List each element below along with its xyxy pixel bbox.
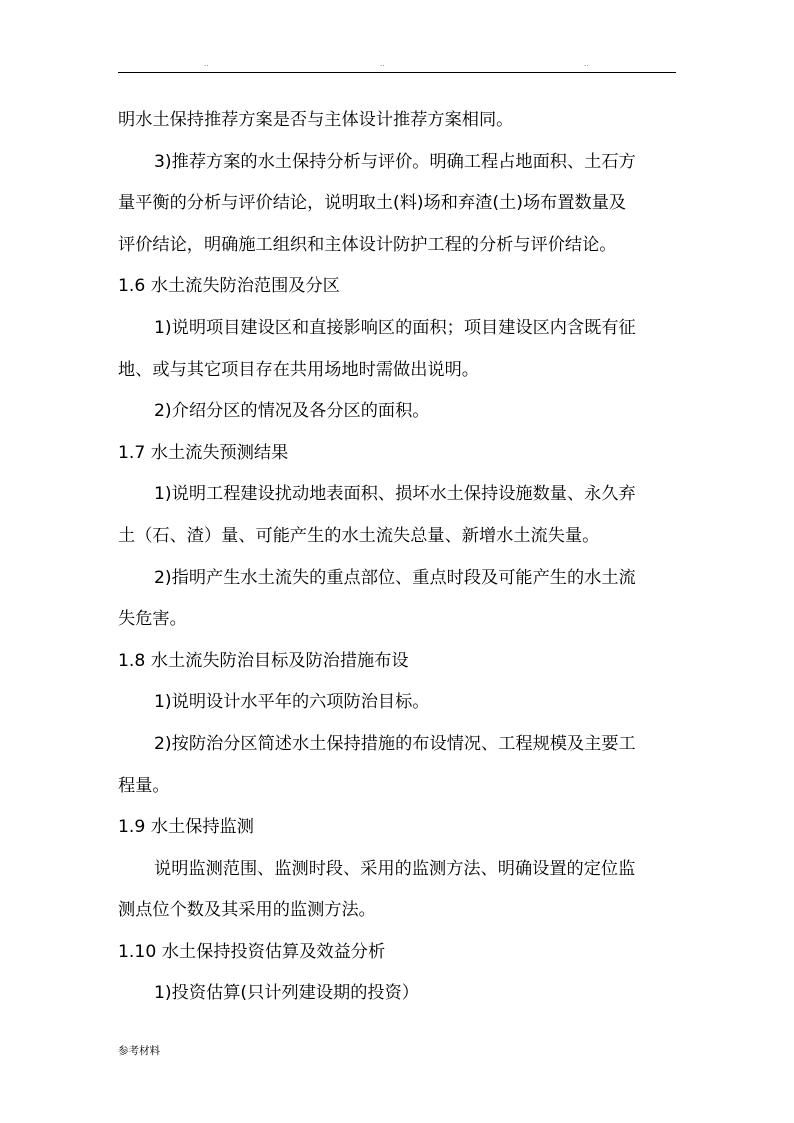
- section-heading: 1.8 水土流失防治目标及防治措施布设: [118, 650, 409, 671]
- header-mark-left: ..: [204, 60, 209, 68]
- paragraph-line: 测点位个数及其采用的监测方法。: [118, 900, 376, 921]
- paragraph-line: 地、或与其它项目存在共用场地时需做出说明。: [118, 359, 479, 380]
- paragraph-line: 量平衡的分析与评价结论，说明取土(料)场和弃渣(土)场布置数量及: [118, 193, 627, 214]
- header-mark-right: ..: [584, 60, 589, 68]
- section-heading: 1.6 水土流失防治范围及分区: [118, 276, 340, 297]
- paragraph-line: 土（石、渣）量、可能产生的水土流失总量、新增水土流失量。: [118, 525, 600, 546]
- paragraph-line: 2)按防治分区简述水土保持措施的布设情况、工程规模及主要工: [154, 733, 636, 754]
- document-body: [118, 100, 678, 1015]
- section-heading: 1.10 水土保持投资估算及效益分析: [118, 941, 386, 962]
- paragraph-line: 失危害。: [118, 609, 187, 630]
- paragraph-line: 说明监测范围、监测时段、采用的监测方法、明确设置的定位监: [154, 858, 636, 879]
- paragraph-line: 程量。: [118, 775, 170, 796]
- paragraph-line: 评价结论，明确施工组织和主体设计防护工程的分析与评价结论。: [118, 234, 617, 255]
- paragraph-line: 1)说明工程建设扰动地表面积、损坏水土保持设施数量、永久弃: [154, 484, 636, 505]
- paragraph-line: 2)指明产生水土流失的重点部位、重点时段及可能产生的水土流: [154, 567, 636, 588]
- section-heading: 1.9 水土保持监测: [118, 817, 254, 838]
- paragraph-line: 1)投资估算(只计列建设期的投资）: [154, 983, 419, 1004]
- page-header: [118, 58, 676, 73]
- section-heading: 1.7 水土流失预测结果: [118, 442, 289, 463]
- paragraph-line: 3)推荐方案的水土保持分析与评价。明确工程占地面积、土石方: [154, 151, 636, 172]
- paragraph-line: 1)说明项目建设区和直接影响区的面积；项目建设区内含既有征: [154, 317, 636, 338]
- paragraph-line: 明水土保持推荐方案是否与主体设计推荐方案相同。: [118, 110, 514, 130]
- paragraph-line: 1)说明设计水平年的六项防治目标。: [154, 692, 430, 713]
- paragraph-line: 2)介绍分区的情况及各分区的面积。: [154, 401, 430, 422]
- page-footer: 参考材料: [118, 1045, 160, 1057]
- header-mark-center: ..: [380, 60, 385, 68]
